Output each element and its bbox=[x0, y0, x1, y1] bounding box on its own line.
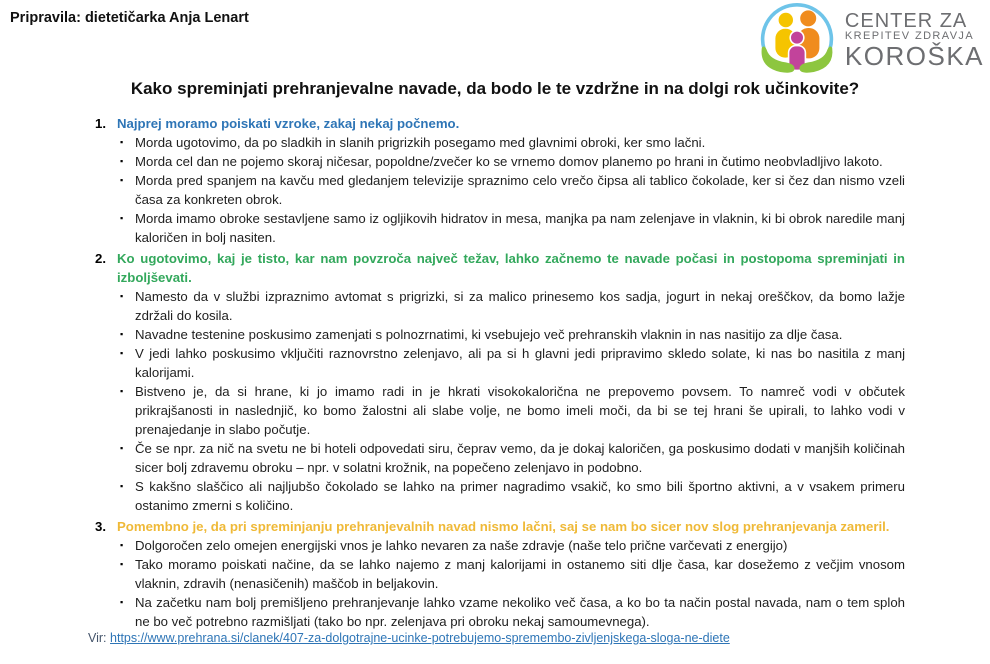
square-bullet-icon: ▪ bbox=[120, 175, 124, 185]
logo-line-1: CENTER ZA bbox=[844, 9, 968, 32]
bullet-item bbox=[95, 536, 905, 555]
source-label: Vir: bbox=[88, 631, 107, 645]
square-bullet-icon: ▪ bbox=[120, 213, 124, 223]
bullet-text: S kakšno slaščico ali najljubšo čokolado se lahko na primer nagradimo vsakič, ko smo bili športno aktivni, a v vsakem primeru ostanimo zmerni s količino. bbox=[135, 479, 905, 513]
source-link[interactable]: https://www.prehrana.si/clanek/407-za-dolgotrajne-ucinke-potrebujemo-spremembo-zivljenjskega-sloga-ne-diete bbox=[110, 631, 730, 645]
bullet-item bbox=[95, 344, 905, 382]
bullet-list bbox=[95, 536, 905, 631]
bullet-text: Morda pred spanjem na kavču med gledanjem televizije spraznimo celo vrečo čipsa ali tablico čokolade, ker si čez dan nismo vzeli časa za konkreten obrok. bbox=[135, 173, 905, 207]
bullet-item bbox=[95, 555, 905, 593]
square-bullet-icon: ▪ bbox=[120, 137, 124, 147]
section-heading-text: Najprej moramo poiskati vzroke, zakaj nekaj počnemo. bbox=[117, 116, 460, 131]
numbered-section bbox=[95, 517, 905, 631]
square-bullet-icon: ▪ bbox=[120, 597, 124, 607]
bullet-list bbox=[95, 287, 905, 515]
bullet-text: Dolgoročen zelo omejen energijski vnos je lahko nevaren za naše zdravje (naše telo prične varčevati z energijo) bbox=[135, 538, 788, 553]
source-line bbox=[88, 631, 730, 645]
numbered-section bbox=[95, 114, 905, 247]
section-heading-text: Ko ugotovimo, kaj je tisto, kar nam povzroča največ težav, lahko začnemo te navade počasi in postopoma spreminjati in izboljševati. bbox=[117, 251, 905, 285]
numbered-section bbox=[95, 249, 905, 515]
family-in-hands-icon bbox=[757, 2, 837, 78]
bullet-text: Tako moramo poiskati načine, da se lahko najemo z manj kalorijami in ostanemo siti dlje časa, kar dosežemo z večjim vnosom vlaknin, zdravih (nenasičenih) maščob in beljakovin. bbox=[135, 557, 905, 591]
bullet-text: Če se npr. za nič na svetu ne bi hoteli odpovedati siru, čeprav vemo, da je dokaj kaloričen, ga poskusimo dodati v manjših količinah sicer bolj zdravemu obroku – npr. v solatni krožnik, na popečeno zelenjavo in podobno. bbox=[135, 441, 905, 475]
bullet-text: Navadne testenine poskusimo zamenjati s polnozrnatimi, ki vsebujejo več prehranskih vlaknin in nas nasitijo za dlje časa. bbox=[135, 327, 843, 342]
sections bbox=[95, 114, 905, 633]
bullet-item bbox=[95, 325, 905, 344]
bullet-text: Morda imamo obroke sestavljene samo iz ogljikovih hidratov in mesa, manjka pa nam zelenjave in vlaknin, ki bi obrok naredile manj kaloričen in bolj nasiten. bbox=[135, 211, 905, 245]
square-bullet-icon: ▪ bbox=[120, 481, 124, 491]
square-bullet-icon: ▪ bbox=[120, 559, 124, 569]
section-heading-text: Pomembno je, da pri spreminjanju prehranjevalnih navad nismo lačni, saj se nam bo sicer nov slog prehranjevanja zameril. bbox=[117, 519, 890, 534]
section-heading bbox=[95, 517, 905, 536]
bullet-text: Na začetku nam bolj premišljeno prehranjevanje lahko vzame nekoliko več časa, a ko bo ta način postal navada, nam o tem sploh ne bo več potrebno razmišljati (tako bo npr. zelenjava pri obroku nekaj samoumevnega). bbox=[135, 595, 905, 629]
prepared-by-line: Pripravila: dietetičarka Anja Lenart bbox=[10, 10, 249, 26]
bullet-item bbox=[95, 477, 905, 515]
bullet-text: V jedi lahko poskusimo vključiti raznovrstno zelenjavo, ali pa si h glavni jedi pripravimo skledo solate, ki nas bo nasitila z manj kalorijami. bbox=[135, 346, 905, 380]
logo-line-3: KOROŠKA bbox=[844, 40, 984, 71]
section-heading bbox=[95, 249, 905, 287]
section-number: 3. bbox=[95, 519, 106, 534]
logo-text bbox=[845, 11, 984, 69]
square-bullet-icon: ▪ bbox=[120, 156, 124, 166]
organization-logo bbox=[757, 2, 984, 78]
bullet-text: Morda cel dan ne pojemo skoraj ničesar, popoldne/zvečer ko se vrnemo domov planemo po hrani in čutimo neobvladljivo lakoto. bbox=[135, 154, 883, 169]
bullet-item bbox=[95, 382, 905, 439]
section-number: 1. bbox=[95, 116, 106, 131]
bullet-item bbox=[95, 287, 905, 325]
bullet-list bbox=[95, 133, 905, 247]
square-bullet-icon: ▪ bbox=[120, 443, 124, 453]
bullet-item bbox=[95, 171, 905, 209]
square-bullet-icon: ▪ bbox=[120, 291, 124, 301]
bullet-text: Bistveno je, da si hrane, ki jo imamo radi in je hkrati visokokalorična ne prepovemo povsem. To namreč vodi v občutek prikrajšanosti in naslednjič, ko bomo žalostni ali slabe volje, ne bomo imeli moči, da bi se tej hrani še upirali, to lahko vodi v prenajedanje in slabo počutje. bbox=[135, 384, 905, 437]
bullet-item bbox=[95, 593, 905, 631]
section-number: 2. bbox=[95, 251, 106, 266]
bullet-item bbox=[95, 439, 905, 477]
bullet-item bbox=[95, 133, 905, 152]
bullet-item bbox=[95, 152, 905, 171]
square-bullet-icon: ▪ bbox=[120, 540, 124, 550]
logo-line-2: KREPITEV ZDRAVJA bbox=[844, 30, 975, 43]
bullet-text: Namesto da v službi izpraznimo avtomat s prigrizki, si za malico prinesemo kos sadja, jogurt in nekaj oreščkov, da bomo lažje zdržali do kosila. bbox=[135, 289, 905, 323]
page-title: Kako spreminjati prehranjevalne navade, da bodo le te vzdržne in na dolgi rok učinkovite? bbox=[130, 79, 860, 98]
square-bullet-icon: ▪ bbox=[120, 348, 124, 358]
bullet-item bbox=[95, 209, 905, 247]
bullet-text: Morda ugotovimo, da po sladkih in slanih prigrizkih posegamo med glavnimi obroki, ker smo lačni. bbox=[135, 135, 706, 150]
square-bullet-icon: ▪ bbox=[120, 386, 124, 396]
section-heading bbox=[95, 114, 905, 133]
square-bullet-icon: ▪ bbox=[120, 329, 124, 339]
